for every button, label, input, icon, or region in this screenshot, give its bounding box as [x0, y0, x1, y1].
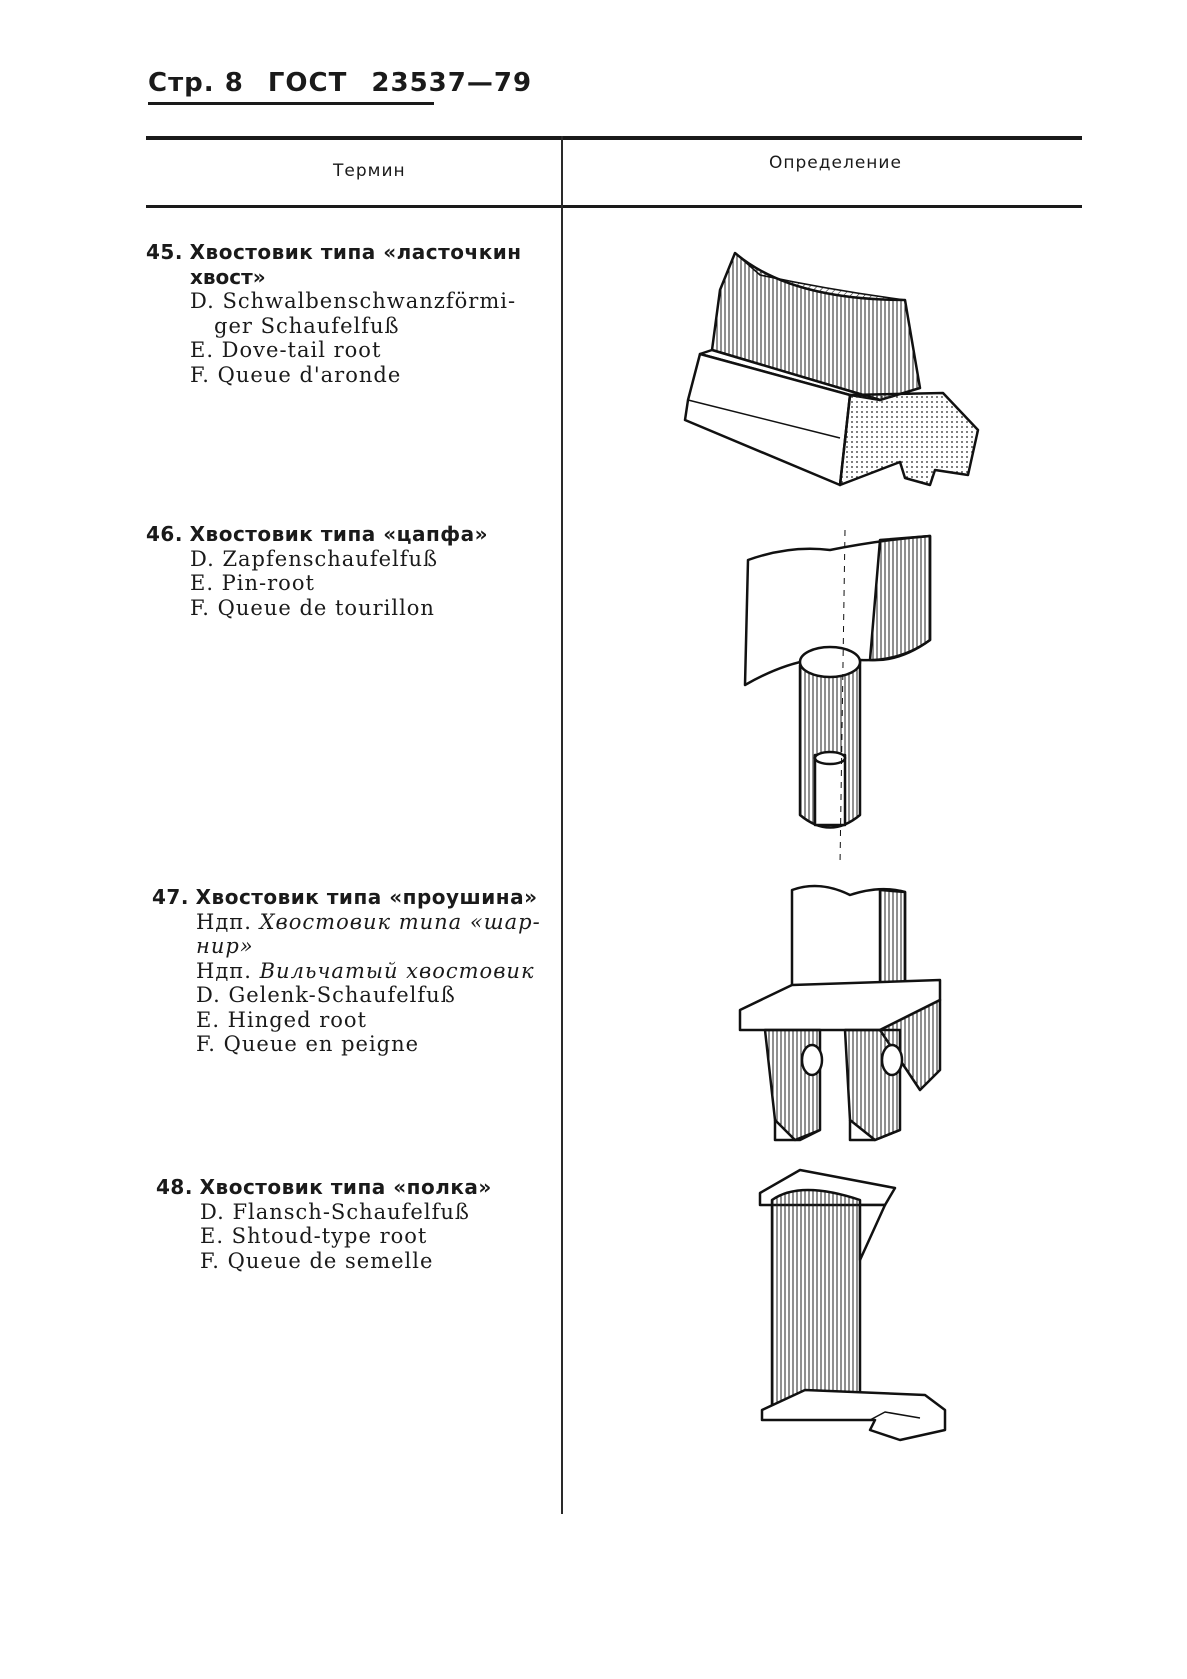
- term-invalid-synonym-1-continuation: нир»: [196, 934, 254, 958]
- term-invalid-synonym-1: Ндп. Хвостовик типа «шар-: [196, 909, 541, 934]
- hinged-root-figure: [740, 886, 940, 1140]
- term-french: F. Queue d'aronde: [190, 362, 402, 387]
- dovetail-root-figure: [685, 253, 978, 485]
- page-number: Стр. 8: [148, 68, 244, 98]
- term-number: 45.: [146, 240, 183, 264]
- term-invalid-synonym-2: Ндп. Вильчатый хвостовик: [196, 958, 535, 983]
- term-german: D. Zapfenschaufelfuß: [190, 546, 439, 571]
- term-english: E. Pin-root: [190, 571, 315, 595]
- standard-label: ГОСТ: [267, 68, 348, 98]
- term-german: D. Schwalbenschwanzförmi-: [190, 289, 517, 313]
- term-number: 48.: [156, 1175, 193, 1199]
- column-header-definition: Определение: [769, 153, 902, 173]
- term-french: F. Queue de tourillon: [190, 595, 435, 620]
- standard-number: 23537—79: [371, 68, 533, 98]
- term-title: Хвостовик типа «ласточкин: [189, 240, 522, 264]
- term-english: E. Shtoud-type root: [200, 1224, 428, 1248]
- term-title-continuation: хвост»: [190, 264, 266, 289]
- column-header-term: Термин: [333, 161, 406, 181]
- term-title: Хвостовик типа «проушина»: [195, 885, 538, 909]
- term-number: 46.: [146, 522, 183, 546]
- term-german-continuation: ger Schaufelfuß: [214, 313, 400, 338]
- term-number: 47.: [152, 885, 189, 909]
- shroud-root-figure: [760, 1170, 945, 1440]
- term-german: D. Flansch-Schaufelfuß: [200, 1199, 470, 1224]
- term-french: F. Queue de semelle: [200, 1248, 434, 1273]
- pin-root-figure: [745, 530, 930, 865]
- term-title: Хвостовик типа «цапфа»: [189, 522, 489, 546]
- term-french: F. Queue en peigne: [196, 1032, 420, 1056]
- term-english: E. Hinged root: [196, 1007, 367, 1032]
- term-title: Хвостовик типа «полка»: [199, 1175, 492, 1199]
- term-english: E. Dove-tail root: [190, 338, 382, 362]
- term-german: D. Gelenk-Schaufelfuß: [196, 983, 456, 1007]
